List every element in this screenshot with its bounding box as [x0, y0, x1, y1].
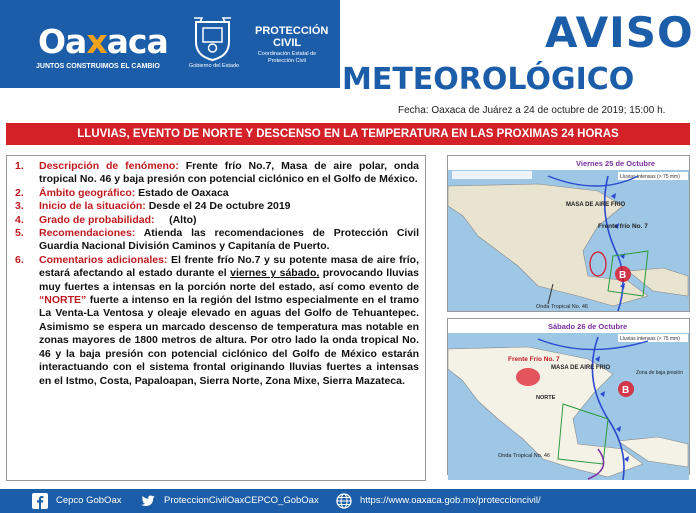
item-comentarios: 6. Comentarios adicionales: El frente frío No.7 y su potente masa de aire frío, estará afectando al estado durante el viernes y sábado, provocando lluvias muy fuertes a intensas en la porción norte del estado, así como evento de “NORTE” fuerte a intenso en la región del Istmo especialmente en el tramo La Venta-La Ventosa y oleaje elevado en aguas del Golfo de Tehuantepec. Asimismo se espera un marcado descenso de temperatura mas notable en zonas mayores de 1800 metros de altura. Por otro lado la onda tropical No. 46 y la baja presión con potencial ciclónico del Golfo de México estarán interactuando con el sistema frontal originando lluvias fuertes a intensas en el Istmo, Costa, Papaloapan, Sierra Norte, Zona Mixe, Sierra Mazateca. [15, 253, 419, 387]
facebook-link[interactable]: Cepco GobOax [56, 495, 122, 506]
proteccion-civil-title: PROTECCIÓN CIVIL [255, 25, 329, 49]
map-sabado-frente: Frente Frío No. 7 [508, 356, 560, 363]
forecast-maps [447, 155, 690, 481]
proteccion-civil-subtitle: Coordinación Estatal de Protección Civil [257, 51, 317, 64]
twitter-link[interactable]: ProteccionCivilOaxCEPCO_GobOax [164, 495, 319, 506]
map-sabado-norte: NORTE [536, 395, 556, 401]
map-viernes-graphic [448, 156, 689, 311]
map-sabado-onda: Onda Tropical No. 46 [498, 453, 550, 459]
map-viernes-frente: Frente frío No. 7 [598, 223, 648, 230]
map-sabado-legend: Lluvias intensas (> 75 mm) [620, 336, 680, 342]
map-viernes [447, 155, 690, 312]
item-probabilidad: 4. Grado de probabilidad: (Alto) [15, 213, 197, 226]
seal-caption: Gobierno del Estado [188, 63, 240, 69]
map-sabado-masa: MASA DE AIRE FRIO [551, 365, 611, 371]
alert-banner: LLUVIAS, EVENTO DE NORTE Y DESCENSO EN LA TEMPERATURA EN LAS PROXIMAS 24 HORAS [6, 123, 690, 145]
map-viernes-low: B [619, 270, 627, 281]
item-recomendaciones: 5. Recomendaciones: Atienda las recomendaciones de Protección Civil Guardia Nacional División Caminos y Capitanía de Puerto. [15, 227, 419, 253]
map-sabado-day: Sábado 26 de Octubre [548, 322, 628, 331]
map-viernes-masa: MASA DE AIRE FRIO [566, 202, 626, 208]
website-link[interactable]: https://www.oaxaca.gob.mx/proteccioncivil/ [360, 495, 541, 506]
item-ambito: 2. Ámbito geográfico: Estado de Oaxaca [15, 186, 229, 199]
aviso-title: AVISO [545, 8, 694, 57]
map-viernes-legend: Lluvias intensas (> 75 mm) [620, 174, 680, 180]
date-line: Fecha: Oaxaca de Juárez a 24 de octubre de 2019; 15:00 h. [398, 105, 666, 116]
logo-tagline: JUNTOS CONSTRUIMOS EL CAMBIO [36, 63, 160, 70]
map-viernes-onda: Onda Tropical No. 46 [536, 304, 588, 310]
oaxaca-logo: Oaxaca [38, 22, 168, 61]
item-inicio: 3. Inicio de la situación: Desde el 24 De octubre 2019 [15, 200, 291, 213]
item-descripcion: 1. Descripción de fenómeno: Frente frío No.7, Masa de aire polar, onda tropical No. 46 y baja presión con potencial ciclónico en el Golfo de México. [15, 160, 419, 186]
footer-bar [0, 489, 696, 513]
map-sabado-graphic [448, 319, 689, 480]
meteorologico-title: METEOROLÓGICO [342, 62, 635, 97]
twitter-icon[interactable] [140, 493, 156, 509]
bulletin-text-box [6, 155, 426, 481]
map-sabado-low: B [622, 385, 630, 396]
map-sabado [447, 318, 690, 475]
map-sabado-zona: Zona de baja presión [636, 370, 683, 376]
map-viernes-day: Viernes 25 de Octubre [576, 159, 656, 168]
facebook-icon[interactable] [32, 493, 48, 509]
state-seal-icon [190, 16, 235, 62]
globe-icon[interactable] [336, 493, 352, 509]
